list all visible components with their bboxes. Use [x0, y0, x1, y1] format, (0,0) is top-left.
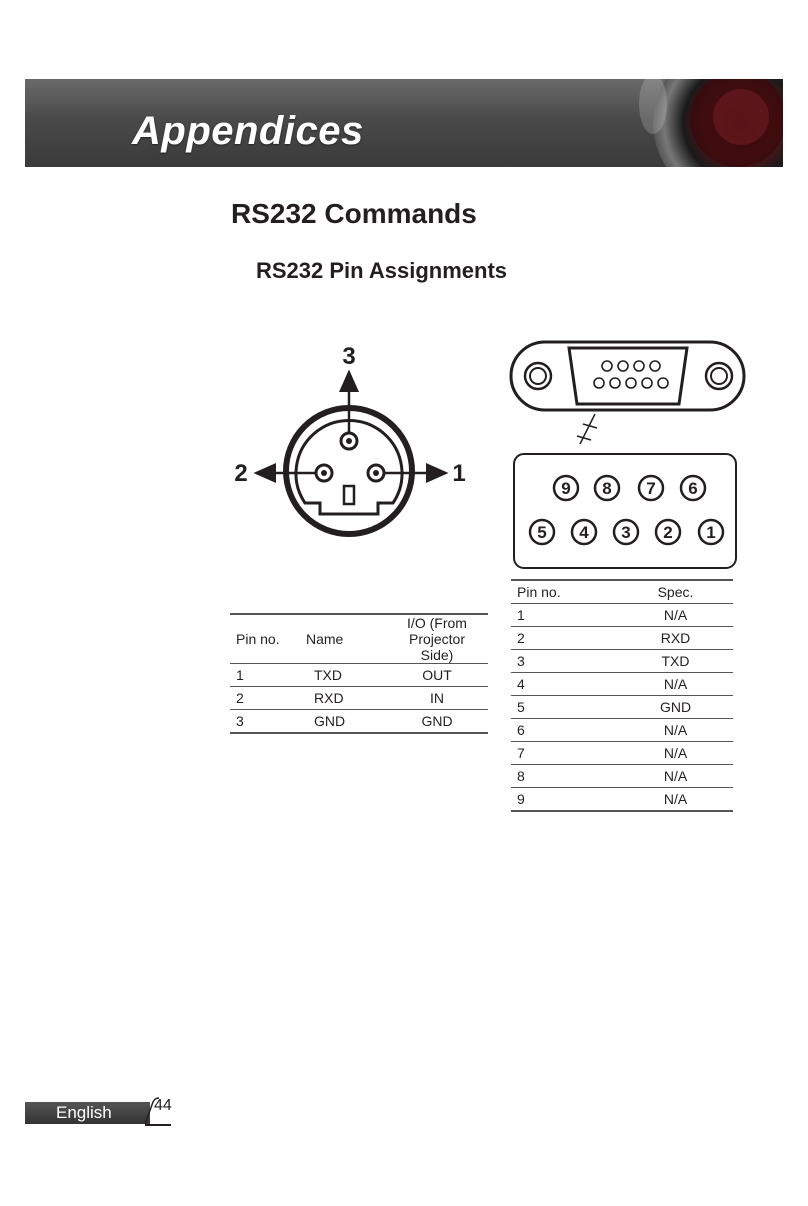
dsub-pin-label: 5 — [537, 523, 547, 542]
table-row: 9 N/A — [511, 788, 733, 812]
table-row: 2 RXD IN — [230, 687, 488, 710]
table-row: 3 GND GND — [230, 710, 488, 734]
col-header-io: I/O (From Projector Side) — [386, 614, 488, 664]
dsub-pin-label: 6 — [688, 479, 698, 498]
pin-label-2: 2 — [234, 460, 248, 487]
table-row: 4 N/A — [511, 673, 733, 696]
lens-graphic — [613, 79, 783, 167]
table-row: 8 N/A — [511, 765, 733, 788]
pin-label-3: 3 — [342, 343, 356, 370]
table-row: 1 N/A — [511, 604, 733, 627]
banner-title: Appendices — [132, 109, 364, 153]
header-banner — [25, 79, 783, 167]
table-row: 6 N/A — [511, 719, 733, 742]
table-row: 3 TXD — [511, 650, 733, 673]
table-row: 5 GND — [511, 696, 733, 719]
key-slot — [344, 486, 354, 504]
dsub-pin-label: 4 — [579, 523, 589, 542]
dsub-pin-label: 2 — [663, 523, 673, 542]
dsub-pin-label: 9 — [561, 479, 571, 498]
pin-layout-box — [514, 454, 736, 568]
col-header-name: Name — [300, 614, 386, 664]
page-title: RS232 Commands — [231, 198, 477, 229]
dsub-shell — [569, 348, 687, 404]
pin-label-1: 1 — [452, 460, 466, 487]
minidin-diagram — [228, 338, 478, 538]
col-header-pin: Pin no. — [511, 580, 618, 604]
dsub-pin-label: 3 — [621, 523, 631, 542]
table-row: 2 RXD — [511, 627, 733, 650]
table-row: 7 N/A — [511, 742, 733, 765]
col-header-spec: Spec. — [618, 580, 733, 604]
dsub-pin-table — [511, 579, 733, 812]
table-row: 1 TXD OUT — [230, 664, 488, 687]
page-number: 44 — [154, 1097, 172, 1114]
col-header-pin: Pin no. — [230, 614, 300, 664]
dsub-pin-label: 8 — [602, 479, 612, 498]
dsub-pin-label: 1 — [706, 523, 716, 542]
footer-language-tab: English — [25, 1102, 150, 1124]
dsub-pin-label: 7 — [646, 479, 656, 498]
section-title: RS232 Pin Assignments — [256, 258, 508, 283]
minidin-pin-table — [230, 613, 488, 734]
dsub-diagram — [505, 332, 750, 578]
